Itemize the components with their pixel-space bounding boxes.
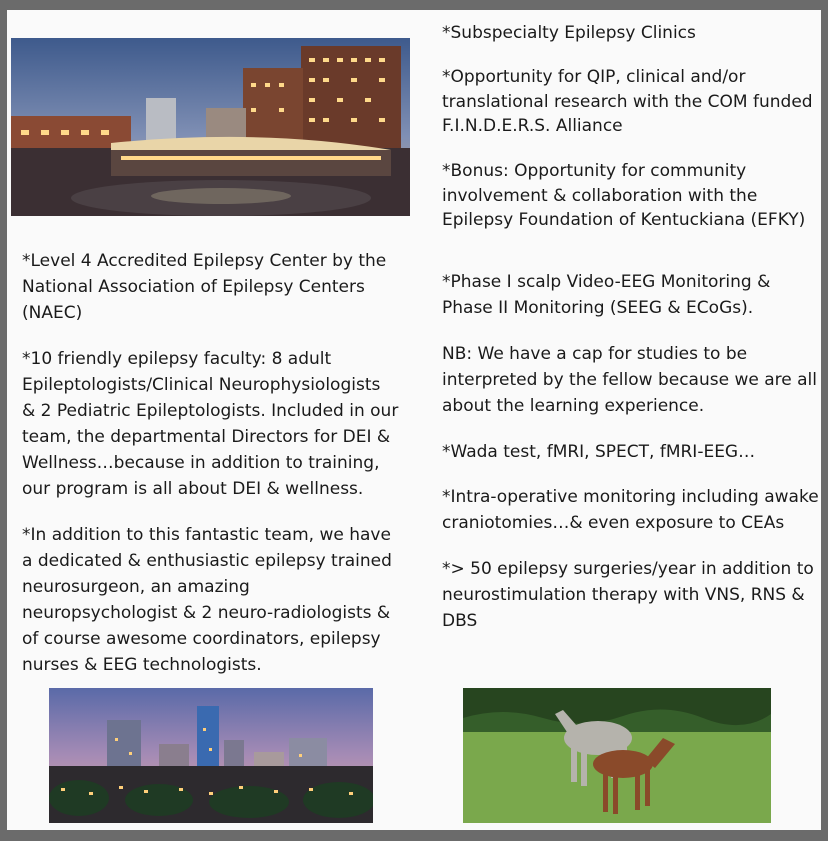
- right-paragraph-1: *Phase I scalp Video-EEG Monitoring & Phase II Monitoring (SEEG & ECoGs).: [442, 272, 771, 318]
- hospital-campus-photo: [11, 38, 410, 216]
- right-top-paragraph-1: *Subspecialty Epilepsy Clinics: [442, 23, 696, 43]
- left-paragraph-1: *Level 4 Accredited Epilepsy Center by the National Association of Epilepsy Centers (NAEC): [22, 251, 387, 323]
- right-top-paragraph-2: *Opportunity for QIP, clinical and/or translational research with the COM funded F.I.N.D.E.R.S. Alliance: [442, 67, 813, 136]
- city-skyline-photo: [49, 688, 373, 823]
- right-top-paragraph-3: *Bonus: Opportunity for community involvement & collaboration with the Epilepsy Foundation of Kentuckiana (EFKY): [442, 161, 806, 230]
- right-paragraph-3: *Wada test, fMRI, SPECT, fMRI-EEG…: [442, 442, 756, 462]
- document-page: [7, 10, 821, 830]
- left-paragraph-3: *In addition to this fantastic team, we have a dedicated & enthusiastic epilepsy trained neurosurgeon, an amazing neuropsychologist & 2 neuro-radiologists & of course awesome coordinators, epilepsy nurses & EEG technologists.: [22, 525, 392, 675]
- horses-photo: [463, 688, 771, 823]
- right-paragraph-4: *Intra-operative monitoring including awake craniotomies…& even exposure to CEAs: [442, 487, 819, 533]
- right-paragraph-2: NB: We have a cap for studies to be interpreted by the fellow because we are all about the learning experience.: [442, 344, 817, 416]
- left-paragraph-2: *10 friendly epilepsy faculty: 8 adult Epileptologists/Clinical Neurophysiologists & 2 Pediatric Epileptologists. Included in our team, the departmental Directors for DEI & Wellness…because in addition to training, our program is all about DEI & wellness.: [22, 349, 399, 499]
- right-paragraph-5: *> 50 epilepsy surgeries/year in addition to neurostimulation therapy with VNS, RNS & DBS: [442, 559, 814, 631]
